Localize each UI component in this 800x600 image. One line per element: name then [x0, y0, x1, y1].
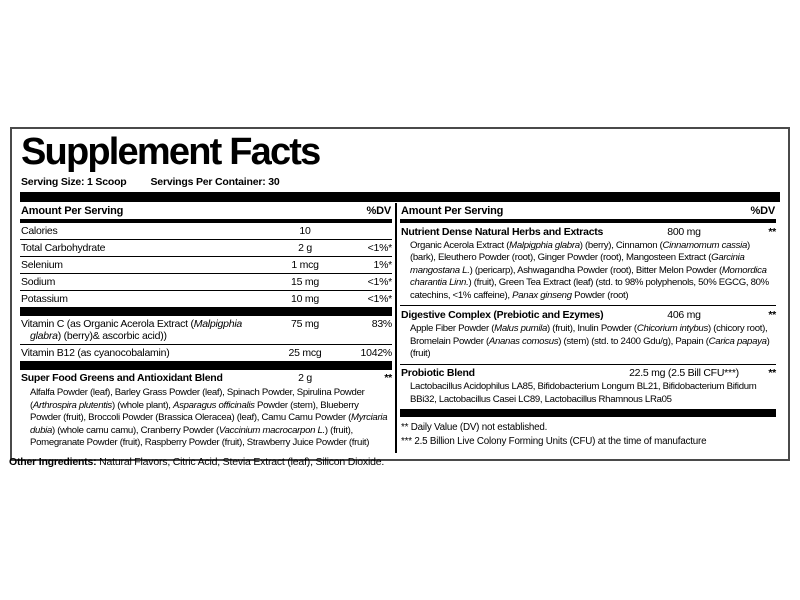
- dv-header: %DV: [750, 205, 775, 217]
- top-divider-bar: [20, 192, 780, 202]
- nutrient-name: Total Carbohydrate: [21, 242, 106, 254]
- other-ingredients-line: [9, 456, 384, 468]
- nutrient-dv: 1042%: [360, 347, 392, 359]
- footnote-dv: ** Daily Value (DV) not established.: [401, 422, 548, 434]
- serving-size-text: Serving Size: 1 Scoop: [21, 176, 127, 188]
- section-name: Probiotic Blend: [401, 367, 475, 380]
- nutrient-dv: <1%*: [367, 293, 392, 305]
- nutrient-dv: <1%*: [367, 276, 392, 288]
- amount-per-serving-header: Amount Per Serving: [21, 205, 124, 217]
- section-divider-bar: [20, 361, 392, 370]
- nutrient-amount: 2 g: [298, 242, 312, 254]
- other-ingredients-text: Natural Flavors, Citric Acid, Stevia Extract (leaf), Silicon Dioxide.: [96, 456, 385, 468]
- section-dv: **: [768, 367, 776, 380]
- footnotes: [400, 421, 776, 448]
- nutrient-name: Potassium: [21, 293, 68, 305]
- nutrient-amount: 10 mg: [291, 293, 319, 305]
- blend-amount: 2 g: [298, 372, 312, 384]
- digestive-ingredients: Apple Fiber Powder (Malus pumila) (fruit), Inulin Powder (Chicorium intybus) (chicory root), Bromelain Powder (Ananas comosus) (stem) (std. to 2400 Gdu/g), Papain (Carica papaya) (fruit): [410, 322, 770, 360]
- section-name: Nutrient Dense Natural Herbs and Extracts: [401, 225, 604, 238]
- column-divider: [395, 203, 397, 453]
- greens-blend-row: [20, 370, 392, 386]
- left-column: [20, 203, 392, 453]
- nutrient-amount: 1 mcg: [291, 259, 319, 271]
- nutrient-row-sodium: [20, 273, 392, 290]
- panel-title: Supplement Facts: [21, 131, 320, 173]
- greens-blend-ingredients: Alfalfa Powder (leaf), Barley Grass Powder (leaf), Spinach Powder, Spirulina Powder (Arthrospira plutentis) (whole plant), Asparagus officinalis Powder (stem), Blueberry Powder (fruit), Broccoli Powder (Brassica Oleracea) (leaf), Camu Camu Powder (Myrciaria dubia) (whole camu camu), Cranberry Powder (Vaccinium macrocarpon L.) (fruit), Pomegranate Powder (fruit), Raspberry Powder (fruit), Strawberry Juice Powder (fruit): [30, 387, 388, 449]
- other-ingredients-label: Other Ingredients:: [9, 456, 97, 468]
- blend-name: Super Food Greens and Antioxidant Blend: [21, 372, 223, 384]
- nutrient-name: Calories: [21, 225, 58, 237]
- section-divider-bar: [400, 409, 776, 417]
- nutrient-row-carbohydrate: [20, 239, 392, 256]
- supplement-facts-panel: [10, 127, 790, 461]
- blend-dv: **: [384, 372, 392, 384]
- nutrient-row-selenium: [20, 256, 392, 273]
- nutrient-amount: 15 mg: [291, 276, 319, 288]
- nutrient-dv: <1%*: [367, 242, 392, 254]
- section-amount: 406 mg: [667, 308, 701, 321]
- left-column-header: [20, 203, 392, 219]
- nutrient-amount: 10: [299, 225, 311, 237]
- nutrient-row-potassium: [20, 290, 392, 307]
- nutrient-amount: 75 mg: [291, 318, 319, 330]
- section-amount: 800 mg: [667, 225, 701, 238]
- footnote-cfu: *** 2.5 Billion Live Colony Forming Units (CFU) at the time of manufacture: [401, 435, 707, 447]
- servings-per-container-text: Servings Per Container: 30: [150, 176, 280, 188]
- nutrient-name: Vitamin C (as Organic Acerola Extract (Malpigphia glabra) (berry)& ascorbic acid)): [21, 318, 242, 342]
- nutrient-name: Sodium: [21, 276, 56, 288]
- nutrient-dv: 1%*: [373, 259, 392, 271]
- section-name: Digestive Complex (Prebiotic and Ezymes): [401, 308, 604, 321]
- digestive-section-row: [400, 305, 776, 322]
- section-divider-bar: [20, 307, 392, 316]
- herbs-ingredients: Organic Acerola Extract (Malpigphia glabra) (berry), Cinnamon (Cinnamomum cassia) (bark), Eleuthero Powder (root), Ginger Powder (root), Mangosteen Extract (Garcinia mangostana L.) (pericarp), Ashwagandha Powder (root), Bitter Melon Powder (Momordica charantia Linn.) (fruit), Green Tea Extract (leaf) (std. to 98% polyphenols, 50% EGCG, 80% catechins, <1% caffeine), Panax ginseng Powder (root): [410, 239, 769, 301]
- probiotic-section-row: [400, 364, 776, 381]
- section-dv: **: [768, 308, 776, 321]
- probiotic-ingredients: Lactobacillus Acidophilus LA85, Bifidobacterium Longum BL21, Bifidobacterium Bifidum BBi32, Lactobacillus Casei LC89, Lactobacillus Rhamnous LRa05: [410, 381, 757, 405]
- amount-per-serving-header: Amount Per Serving: [401, 205, 504, 217]
- nutrient-row-calories: [20, 223, 392, 239]
- nutrient-amount: 25 mcg: [288, 347, 322, 359]
- nutrient-dv: 83%: [371, 318, 392, 330]
- nutrient-row-vitamin-c: [20, 316, 392, 344]
- section-dv: **: [768, 225, 776, 238]
- columns: [20, 203, 780, 453]
- nutrient-name: Selenium: [21, 259, 63, 271]
- dv-header: %DV: [366, 205, 391, 217]
- herbs-section-row: [400, 223, 776, 239]
- nutrient-row-vitamin-b12: [20, 344, 392, 361]
- serving-info: [21, 176, 780, 188]
- right-column-header: [400, 203, 776, 219]
- section-amount: 22.5 mg (2.5 Bill CFU***): [629, 367, 739, 380]
- nutrient-name: Vitamin B12 (as cyanocobalamin): [21, 347, 170, 359]
- right-column: [400, 203, 776, 453]
